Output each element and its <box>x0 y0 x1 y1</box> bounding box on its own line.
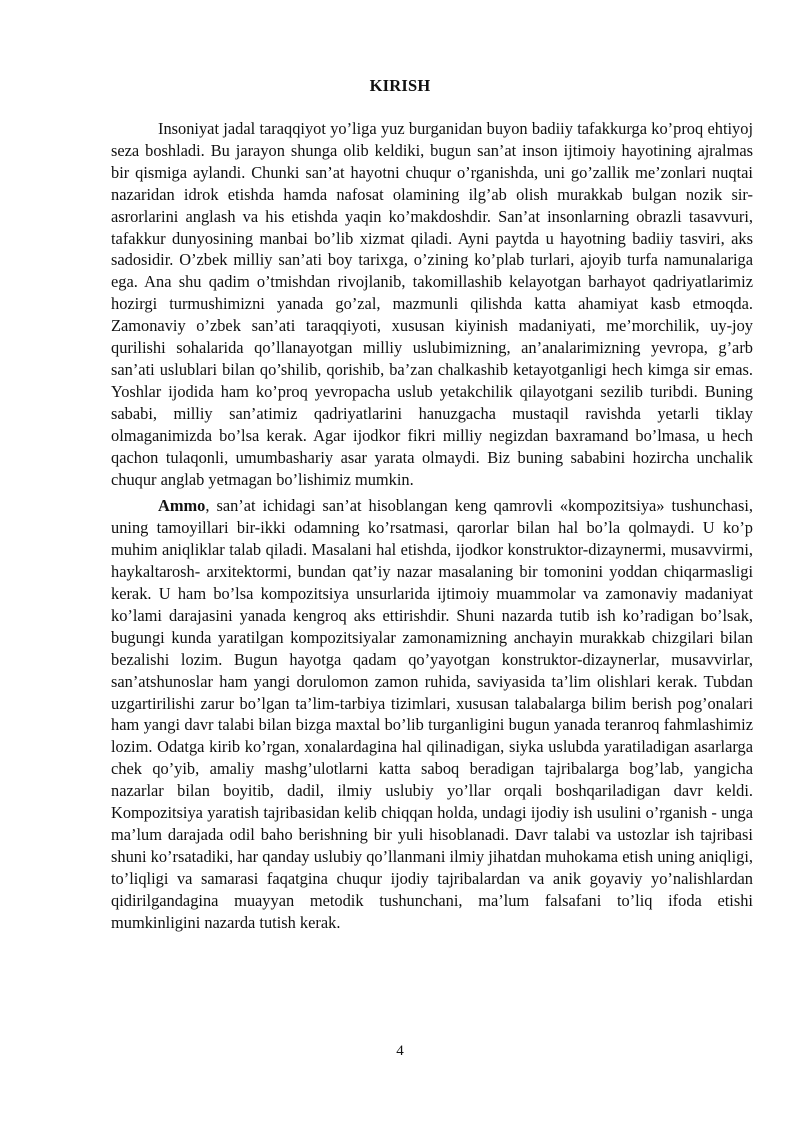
paragraph-ammo <box>111 495 753 933</box>
body-text <box>111 118 753 934</box>
paragraph-intro <box>111 118 753 490</box>
page-title: KIRISH <box>369 76 431 95</box>
page-number: 4 <box>396 1043 404 1059</box>
paragraph-ammo-text: , san’at ichidagi san’at hisoblangan keng qamrovli «kompozitsiya» tushunchasi, uning tamoyillari bir-ikki odamning ko’rsatmasi, qarorlar bilan hal bo’la qolmaydi. U ko’p muhim aniqliklar talab qiladi. Masalani hal etishda, ijodkor konstruktor-dizaynermi, musavvirmi, haykaltarosh- arxitektormi, bundan qat’iy nazar masalaning bir tomonini yoddan chiqarmasligi kerak. U ham bo’lsa kompozitsiya unsurlarida ijtimoiy muammolar va zamonaviy madaniyat ko’lami darajasini yanada kengroq aks ettirishdir. Shuni nazarda tutib ish ko’radigan bo’lsak, bugungi kunda yaratilgan kompozitsiyalar zamonamizning anchayin murakkab chizgilari bilan bezalishi lozim. Bugun hayotga qadam qo’yayotgan konstruktor-dizaynerlar, musavvirlar, san’atshunoslar ham yangi dorulomon zamon ruhida, saviyasida ta’lim olishlari kerak. Tubdan uzgartirilishi zarur bo’lgan ta’lim-tarbiya tizimlari, xususan talabalarga bilim berish pog’onalari ham yangi davr talabi bilan bizga maxtal bo’lib turganligini bugun yanada teranroq fahmlashimiz lozim. Odatga kirib ko’rgan, xonalardagina hal qilinadigan, siyka uslubda yaratiladigan asarlarga chek qo’yib, amaliy mashg’ulotlarni katta saboq beradigan tajribalarga bog’lab, yangicha nazarlar bilan boyitib, dadil, ilmiy uslubiy yo’llar orqali boshqariladigan davr keldi. Kompozitsiya yaratish tajribasidan kelib chiqqan holda, undagi ijodiy ish usulini o’rganish - unga ma’lum darajada odil baho berishning bir yuli hisoblanadi. Davr talabi va ustozlar ish tajribasi shuni ko’rsatadiki, har qanday uslubiy qo’llanmani ilmiy jihatdan muhokama etish uning aniqligi, to’liqligi va samarasi faqatgina chuqur ijodiy tajribalardan va anik goyaviy yo’nalishlardan qidirilgandagina muayyan metodik tushunchani, ma’lum falsafani to’liq ifoda etishi mumkinligini nazarda tutish kerak. <box>111 496 753 932</box>
paragraph-lead-word: Ammo <box>158 496 206 516</box>
paragraph-intro-text: Insoniyat jadal taraqqiyot yo’liga yuz burganidan buyon badiiy tafakkurga ko’proq ehtiyoj seza boshladi. Bu jarayon shunga olib keldiki, bugun san’at inson ijtimoiy hayotining ajralmas bir qismiga aylandi. Chunki san’at hayotni chuqur o’rganishda, uni go’zallik me’zonlari nuqtai nazaridan idrok etishda hamda nafosat olamining ilg’ab olish murakkab bulgan nozik sir-asrorlarini anglash va his etishda yaqin ko’makdoshdir. San’at insonlarning obrazli tasavvuri, tafakkur dunyosining manbai bo’lib xizmat qiladi. Ayni paytda u hayotning badiiy tasviri, aks sadosidir. O’zbek milliy san’ati boy tarixga, o’zining ko’plab turlari, ajoyib turfa namunalariga ega. Ana shu qadim o’tmishdan rivojlanib, takomillashib kelayotgan barhayot qadriyatlarimiz hozirgi turmushimizni yanada go’zal, mazmunli qilishda katta ahamiyat kasb etmoqda. Zamonaviy o’zbek san’ati taraqqiyoti, xususan kiyinish madaniyati, me’morchilik, uy-joy qurilishi sohalarida qo’llanayotgan milliy uslubimizning, an’analarimizning yevropa, g’arb san’ati uslublari bilan qo’shilib, qorishib, ba’zan chalkashib ketayotganligi hech kimga sir emas. Yoshlar ijodida ham ko’proq yevropacha uslub yetakchilik qilayotgani sezilib turibdi. Buning sababi, milliy san’atimiz qadriyatlarini hanuzgacha mustaqil ravishda yetarli tiklay olmaganimizda bo’lsa kerak. Agar ijodkor fikri milliy negizdan baxramand bo’lmasa, u hech qachon tulaqonli, umumbashariy asar yarata olmaydi. Biz buning sababini hozircha unchalik chuqur anglab yetmagan bo’lishimiz mumkin. <box>111 119 753 489</box>
